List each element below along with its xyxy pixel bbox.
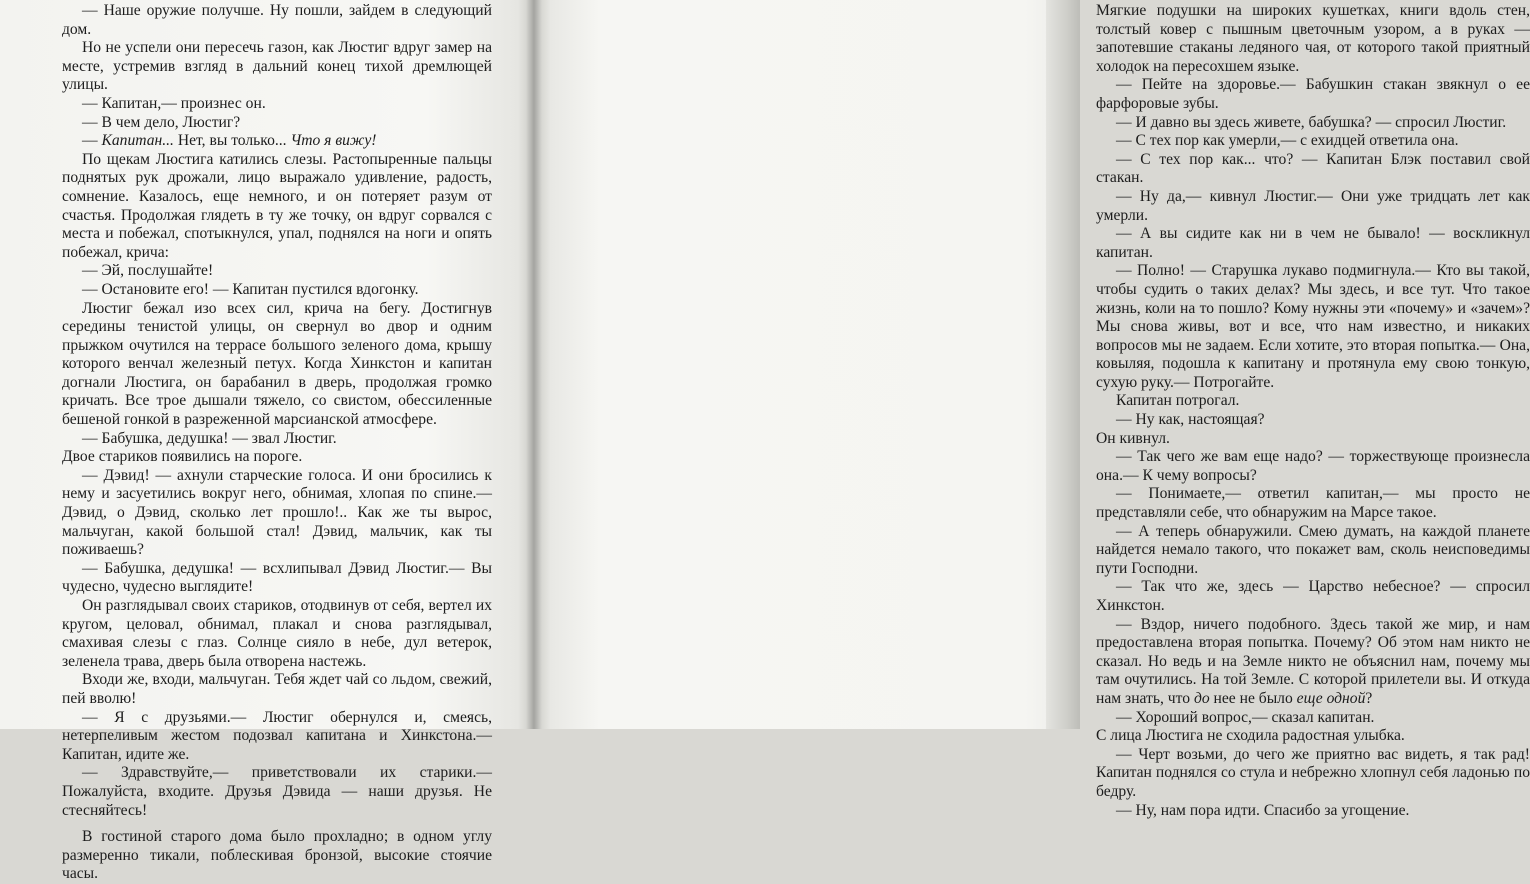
paragraph: — Остановите его! — Капитан пустился вдогонку. <box>82 280 419 298</box>
italic-text: до <box>1193 689 1210 707</box>
text-run: — <box>82 132 102 150</box>
paragraph: — Черт возьми, до чего же приятно вас видеть, я так рад! Капитан поднялся со стула и небрежно хлопнул себя ладонью по бедру. <box>1096 745 1530 800</box>
italic-text: Что я вижу! <box>290 132 377 150</box>
paragraph: — Полно! — Старушка лукаво подмигнула.— Кто вы такой, чтобы судить о таких делах? Мы здесь, и все тут. Что такое жизнь, коли на то пошло? Кому нужны эти «почему» и «зачем»? Мы снова живы, вот и все, что нам известно, и никаких вопросов мы не задаем. Если хотите, это вторая попытка.— Она, ковыляя, подошла к капитану и протянула ему свою тонкую, сухую руку.— Потрогайте. <box>1096 262 1530 391</box>
paragraph: — Дэвид! — ахнули старческие голоса. И они бросились к нему и засуетились вокруг него, обнимая, хлопая по спине.— Дэвид, о Дэвид, сколько лет прошло!.. Как же ты вырос, мальчуган, какой большой стал! Дэвид, мальчик, как ты поживаешь? <box>62 466 492 559</box>
page-edge <box>1046 0 1080 729</box>
paragraph <box>62 132 492 151</box>
paragraph: — Понимаете,— ответил капитан,— мы просто не представляли себе, что обнаружим на Марсе такое. <box>1096 485 1530 522</box>
paragraph: Капитан потрогал. <box>1116 392 1240 410</box>
paragraph: — В чем дело, Люстиг? <box>82 113 241 131</box>
paragraph: — И давно вы здесь живете, бабушка? — спросил Люстиг. <box>1116 113 1507 131</box>
paragraph: — А вы сидите как ни в чем не бывало! — воскликнул капитан. <box>1096 225 1530 261</box>
right-page-text <box>1096 2 1530 820</box>
text-run: — Вздор, ничего подобного. Здесь такой же мир, и нам предоставлена вторая попытка. Почему? Об этом нам никто не сказал. Но ведь и на Земле никто не объяснил нам, почему мы там очутились. На той Земле. С которой прилетели вы. И откуда нам знать, что <box>1096 615 1530 707</box>
book-gutter-shadow <box>526 0 542 729</box>
paragraph: — Ну как, настоящая? <box>1116 411 1265 429</box>
italic-text: еще одной <box>1296 689 1366 707</box>
paragraph: — А теперь обнаружили. Смею думать, на каждой планете найдется немало такого, что покажет вам, сколь неисповедимы пути Господни. <box>1096 522 1530 577</box>
paragraph: — Наше оружие получше. Ну пошли, зайдем в следующий дом. <box>62 2 492 38</box>
paragraph: Но не успели они пересечь газон, как Люстиг вдруг замер на месте, устремив взгляд в дальний конец тихой дремлющей улицы. <box>62 39 492 94</box>
paragraph: — Капитан,— произнес он. <box>82 94 266 112</box>
paragraph: — Ну, нам пора идти. Спасибо за угощение. <box>1116 801 1410 819</box>
left-page <box>0 0 534 883</box>
paragraph: — Здравствуйте,— приветствовали их старики.— Пожалуйста, входите. Друзья Дэвида — наши друзья. Не стесняйтесь! <box>62 764 492 819</box>
right-page <box>534 0 1530 819</box>
text-run: Нет, вы только... <box>173 132 291 150</box>
paragraph: Он разглядывал своих стариков, отодвинув от себя, вертел их кругом, целовал, обнимал, плакал и снова разглядывал, смахивая слезы с глаз. Солнце сияло в небе, дул ветерок, зеленела трава, дверь была отворена настежь. <box>62 597 492 670</box>
left-page-text <box>62 2 492 884</box>
text-run: нее не было <box>1209 689 1297 707</box>
paragraph: — Так что же, здесь — Царство небесное? — спросил Хинкстон. <box>1096 578 1530 614</box>
paragraph: Входи же, входи, мальчуган. Тебя ждет чай со льдом, свежий, пей вволю! <box>62 671 492 707</box>
paragraph: — Бабушка, дедушка! — звал Люстиг. <box>82 429 337 447</box>
paragraph: — Пейте на здоровье.— Бабушкин стакан звякнул о ее фарфоровые зубы. <box>1096 76 1530 112</box>
paragraph: Двое стариков появились на пороге. <box>62 448 303 466</box>
paragraph: С лица Люстига не сходила радостная улыбка. <box>1096 727 1405 745</box>
paragraph: — Я с друзьями.— Люстиг обернулся и, смеясь, нетерпеливым жестом подозвал капитана и Хинкстона.— Капитан, идите же. <box>62 708 492 763</box>
paragraph: — Бабушка, дедушка! — всхлипывал Дэвид Люстиг.— Вы чудесно, чудесно выглядите! <box>62 559 492 596</box>
italic-text: Капитан... <box>101 132 174 150</box>
paragraph: Он кивнул. <box>1096 429 1170 447</box>
paragraph: — С тех пор как... что? — Капитан Блэк поставил свой стакан. <box>1096 150 1530 187</box>
paragraph: По щекам Люстига катились слезы. Растопыренные пальцы поднятых рук дрожали, лицо выражало удивление, радость, сомнение. Казалось, еще немного, и он потеряет разум от счастья. Продолжая глядеть в ту же точку, он вдруг сорвался с места и побежал, спотыкнулся, упал, поднялся на ноги и опять побежал, крича: <box>62 150 492 261</box>
paragraph: — Так чего же вам еще надо? — торжествующе произнесла она.— К чему вопросы? <box>1096 448 1530 484</box>
text-run: ? <box>1365 689 1373 707</box>
paragraph: — Эй, послушайте! <box>82 262 214 280</box>
paragraph: — Ну да,— кивнул Люстиг.— Они уже тридцать лет как умерли. <box>1096 187 1530 224</box>
paragraph: — Хороший вопрос,— сказал капитан. <box>1116 708 1375 726</box>
paragraph: — С тех пор как умерли,— с ехидцей ответила она. <box>1116 132 1459 150</box>
paragraph: Мягкие подушки на широких кушетках, книги вдоль стен, толстый ковер с пышным цветочным узором, а в руках — запотевшие стаканы ледяного чая, от которого такой приятный холодок на пересохшем языке. <box>1096 2 1530 75</box>
paragraph <box>1096 616 1530 709</box>
paragraph: Люстиг бежал изо всех сил, крича на бегу. Достигнув середины тенистой улицы, он свернул во двор и одним прыжком очутился на террасе большого зеленого дома, крышу которого венчал железный петух. Когда Хинкстон и капитан догнали Люстига, он барабанил в дверь, продолжая громко кричать. Все трое дышали тяжело, со свистом, обессиленные бешеной гонкой в разреженной марсианской атмосфере. <box>62 299 492 429</box>
paragraph: В гостиной старого дома было прохладно; в одном углу размеренно тикали, поблескивая бронзой, высокие стоячие часы. <box>62 828 492 883</box>
